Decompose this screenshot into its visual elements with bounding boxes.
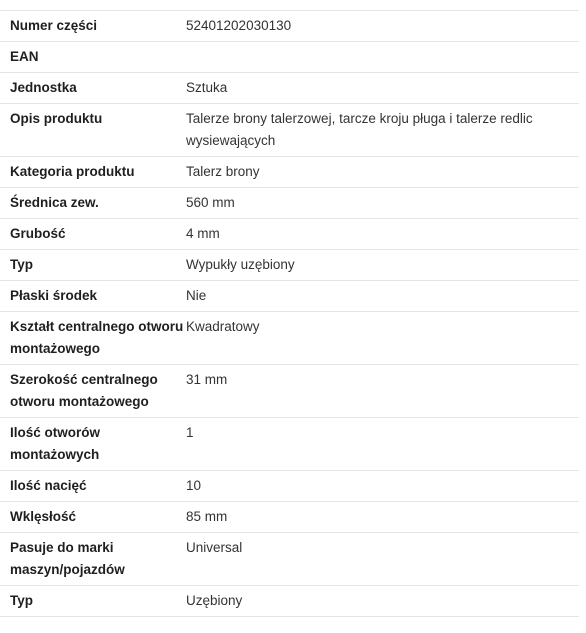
- spec-label: Typ: [10, 257, 33, 272]
- spec-row-outer-diameter: [0, 188, 579, 219]
- spec-label: Pasuje do marki maszyn/pojazdów: [10, 540, 125, 577]
- spec-label: Średnica zew.: [10, 195, 99, 210]
- spec-row-type: [0, 250, 579, 281]
- spec-value: 52401202030130: [186, 18, 292, 33]
- spec-row-center-hole-width: [0, 365, 579, 418]
- spec-row-thickness: [0, 219, 579, 250]
- spec-value: Universal: [186, 540, 243, 555]
- spec-label: EAN: [10, 49, 39, 64]
- spec-label: Szerokość centralnego otworu montażowego: [10, 372, 158, 409]
- spec-label: Ilość nacięć: [10, 478, 87, 493]
- spec-value: Sztuka: [186, 80, 228, 95]
- spec-row-compatible-brand: [0, 533, 579, 586]
- spec-row-notches: [0, 471, 579, 502]
- spec-value: Wypukły uzębiony: [186, 257, 295, 272]
- spec-row-description: [0, 104, 579, 157]
- spec-label: Opis produktu: [10, 111, 103, 126]
- spec-label: Typ: [10, 593, 33, 608]
- spec-label: Płaski środek: [10, 288, 98, 303]
- spec-row-mounting-holes: [0, 418, 579, 471]
- spec-row-category: [0, 157, 579, 188]
- spec-row-part-number: [0, 11, 579, 42]
- spec-row-unit: [0, 73, 579, 104]
- spec-value: Kwadratowy: [186, 319, 260, 334]
- spec-label: Ilość otworów montażowych: [10, 425, 101, 462]
- spec-label: Jednostka: [10, 80, 77, 95]
- spec-value: 1: [186, 425, 194, 440]
- spec-row-type-2: [0, 586, 579, 617]
- spec-value: 10: [186, 478, 202, 493]
- spec-row-center-hole-shape: [0, 312, 579, 365]
- spec-label: Numer części: [10, 18, 98, 33]
- product-spec-table: [0, 10, 579, 617]
- spec-row-ean: [0, 42, 579, 73]
- spec-label: Grubość: [10, 226, 66, 241]
- spec-value: 560 mm: [186, 195, 235, 210]
- spec-value: 31 mm: [186, 372, 228, 387]
- spec-value: Uzębiony: [186, 593, 243, 608]
- spec-label: Kategoria produktu: [10, 164, 135, 179]
- spec-row-flat-center: [0, 281, 579, 312]
- spec-value: 85 mm: [186, 509, 228, 524]
- spec-value: Nie: [186, 288, 207, 303]
- spec-value: Talerz brony: [186, 164, 260, 179]
- spec-label: Wklęsłość: [10, 509, 77, 524]
- spec-label: Kształt centralnego otworu montażowego: [10, 319, 184, 356]
- spec-value: Talerze brony talerzowej, tarcze kroju pługa i talerze redlic wysiewających: [186, 111, 533, 148]
- spec-value: [186, 42, 579, 73]
- spec-value: 4 mm: [186, 226, 220, 241]
- spec-row-concavity: [0, 502, 579, 533]
